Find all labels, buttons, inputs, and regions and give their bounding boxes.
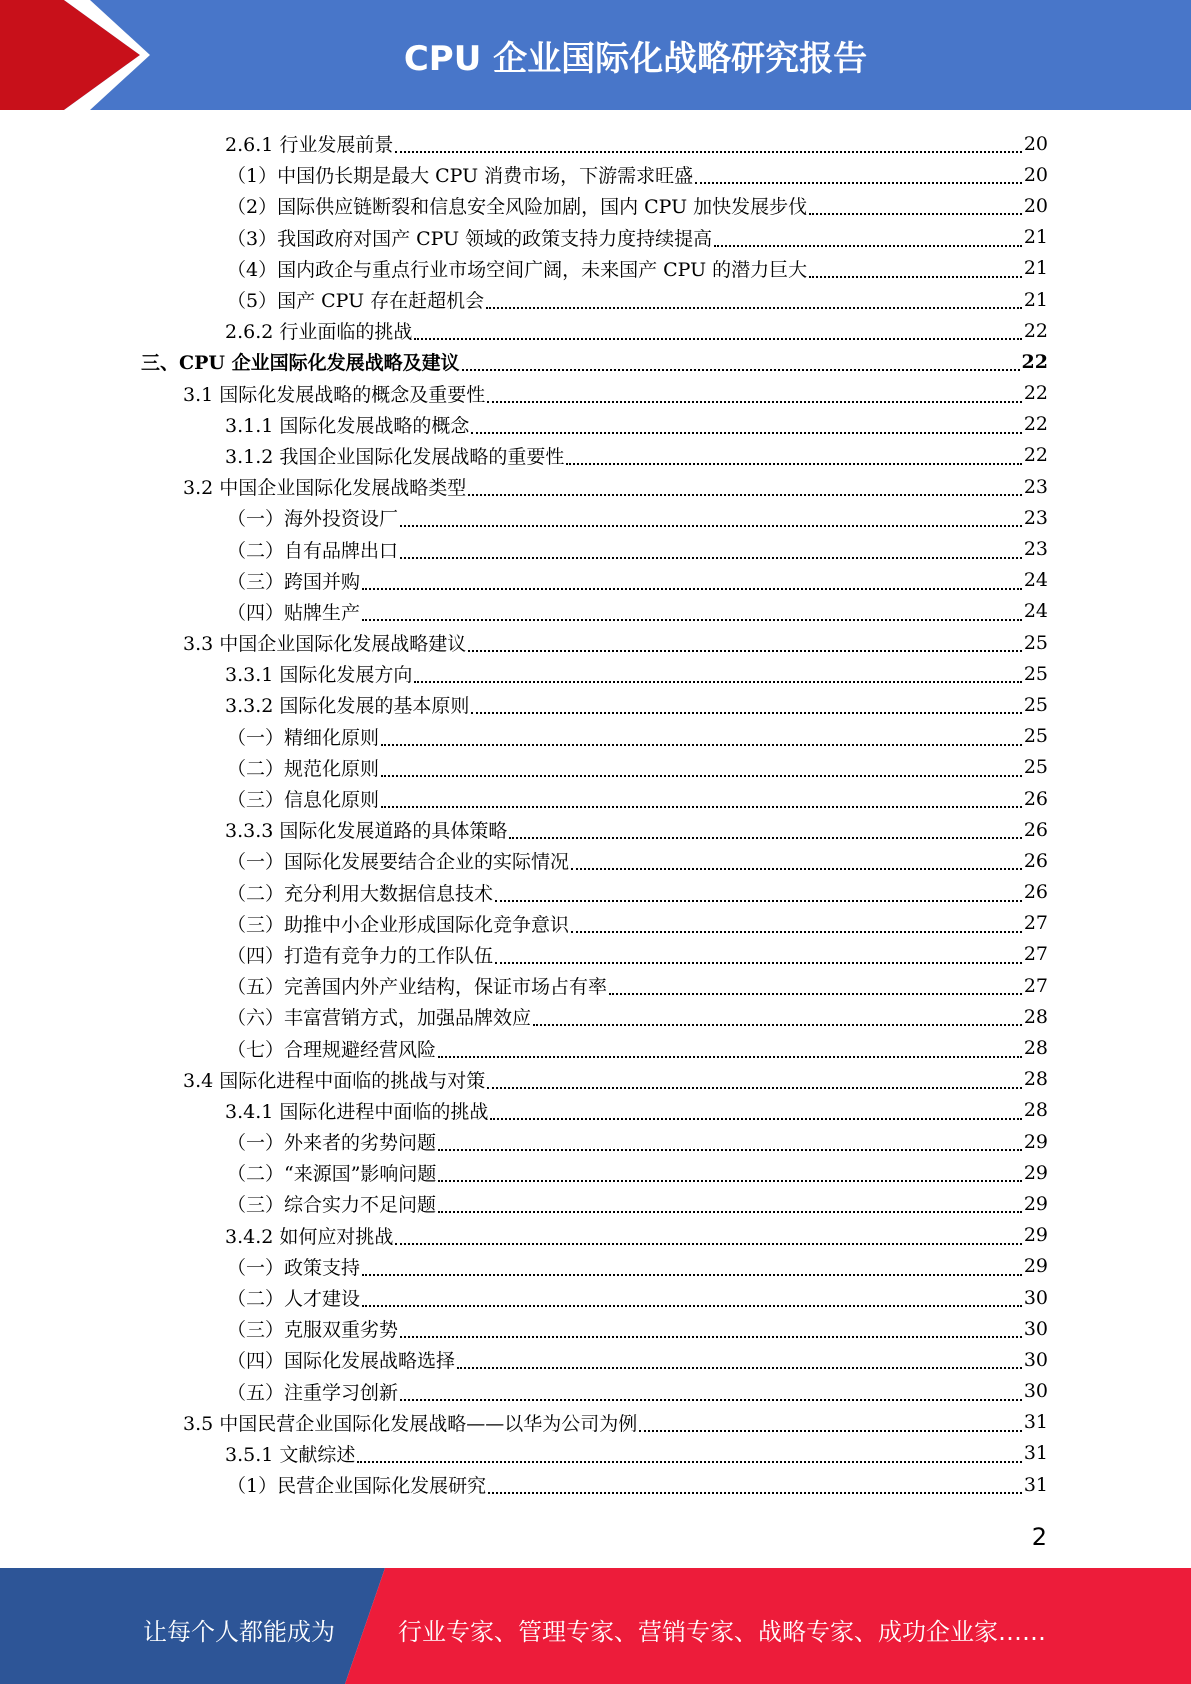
toc-entry-label: （4）国内政企与重点行业市场空间广阔，未来国产 CPU 的潜力巨大 [227, 258, 808, 281]
toc-entry-label: 2.6.1 行业发展前景 [225, 134, 394, 157]
toc-dot-leader [414, 337, 1021, 340]
toc-entry[interactable] [0, 1344, 1191, 1375]
toc-entry-label: 3.3.3 国际化发展道路的具体策略 [225, 820, 508, 843]
toc-dot-leader [362, 618, 1022, 621]
toc-dot-leader [487, 400, 1022, 403]
page-footer [0, 1568, 1191, 1684]
toc-entry-label: （四）国际化发展战略选择 [227, 1350, 456, 1373]
toc-dot-leader [639, 1429, 1022, 1432]
toc-entry[interactable] [0, 814, 1191, 845]
page-number: 2 [1031, 1523, 1047, 1551]
toc-entry-label: 3.4 国际化进程中面临的挑战与对策 [183, 1069, 486, 1092]
toc-dot-leader [571, 930, 1022, 933]
toc-dot-leader [488, 1491, 1022, 1494]
toc-entry[interactable] [0, 502, 1191, 533]
footer-slogan-left: 让每个人都能成为 [143, 1618, 335, 1646]
toc-entry-page: 31 [1023, 1473, 1048, 1496]
toc-entry[interactable] [0, 970, 1191, 1001]
toc-entry-label: （三）信息化原则 [227, 789, 380, 812]
toc-entry-page: 29 [1023, 1192, 1048, 1215]
toc-entry-page: 29 [1023, 1130, 1048, 1153]
toc-entry-label: 3.1 国际化发展战略的概念及重要性 [183, 383, 486, 406]
toc-entry[interactable] [0, 1064, 1191, 1095]
toc-entry-page: 30 [1023, 1380, 1048, 1403]
toc-entry-page: 29 [1023, 1224, 1048, 1247]
toc-entry-page: 22 [1023, 444, 1048, 467]
toc-entry-label: 3.5 中国民营企业国际化发展战略——以华为公司为例 [183, 1412, 638, 1435]
toc-dot-leader [414, 680, 1021, 683]
toc-entry[interactable] [0, 689, 1191, 720]
toc-dot-leader [381, 805, 1022, 808]
toc-entry-page: 26 [1023, 849, 1048, 872]
toc-entry[interactable] [0, 1376, 1191, 1407]
toc-entry[interactable] [0, 721, 1191, 752]
toc-dot-leader [809, 212, 1022, 215]
toc-entry-label: （一）国际化发展要结合企业的实际情况 [227, 851, 570, 874]
toc-entry[interactable] [0, 315, 1191, 346]
toc-entry-page: 28 [1023, 1037, 1048, 1060]
toc-entry[interactable] [0, 128, 1191, 159]
toc-entry-label: （3）我国政府对国产 CPU 领域的政策支持力度持续提高 [227, 227, 713, 250]
toc-entry[interactable] [0, 378, 1191, 409]
toc-dot-leader [395, 150, 1021, 153]
toc-dot-leader [400, 524, 1022, 527]
toc-entry-label: （二）“来源国”影响问题 [227, 1163, 437, 1186]
toc-entry-label: （三）综合实力不足问题 [227, 1194, 437, 1217]
toc-entry-page: 28 [1023, 1068, 1048, 1091]
toc-entry-label: 3.3.2 国际化发展的基本原则 [225, 695, 470, 718]
toc-entry-label: （一）政策支持 [227, 1256, 361, 1279]
toc-entry[interactable] [0, 253, 1191, 284]
toc-entry[interactable] [0, 908, 1191, 939]
toc-dot-leader [381, 743, 1022, 746]
toc-entry-page: 22 [1023, 413, 1048, 436]
toc-entry-label: 3.4.2 如何应对挑战 [225, 1225, 394, 1248]
toc-entry-page: 30 [1023, 1348, 1048, 1371]
toc-entry-label: 3.1.2 我国企业国际化发展战略的重要性 [225, 445, 565, 468]
toc-entry-label: （三）克服双重劣势 [227, 1319, 399, 1342]
toc-entry-page: 28 [1023, 1005, 1048, 1028]
toc-entry[interactable] [0, 1032, 1191, 1063]
toc-entry[interactable] [0, 1407, 1191, 1438]
toc-entry[interactable] [0, 346, 1191, 377]
toc-entry-page: 26 [1023, 787, 1048, 810]
toc-dot-leader [809, 275, 1022, 278]
toc-entry-label: （1）民营企业国际化发展研究 [227, 1475, 487, 1498]
toc-dot-leader [490, 1117, 1021, 1120]
toc-dot-leader [486, 306, 1022, 309]
toc-entry-page: 23 [1023, 538, 1048, 561]
toc-dot-leader [468, 649, 1022, 652]
toc-entry-page: 21 [1023, 226, 1048, 249]
toc-dot-leader [495, 899, 1022, 902]
toc-entry[interactable] [0, 284, 1191, 315]
toc-entry-label: 2.6.2 行业面临的挑战 [225, 321, 413, 344]
toc-entry-page: 30 [1023, 1286, 1048, 1309]
toc-entry-page: 21 [1023, 288, 1048, 311]
toc-entry[interactable] [0, 1157, 1191, 1188]
toc-entry[interactable] [0, 471, 1191, 502]
toc-entry[interactable] [0, 565, 1191, 596]
toc-entry-label: （二）规范化原则 [227, 757, 380, 780]
toc-entry-label: （一）海外投资设厂 [227, 508, 399, 531]
toc-dot-leader [471, 431, 1021, 434]
toc-entry-label: （一）外来者的劣势问题 [227, 1132, 437, 1155]
toc-entry-page: 25 [1023, 662, 1048, 685]
toc-entry-page: 24 [1023, 600, 1048, 623]
toc-entry-page: 30 [1023, 1317, 1048, 1340]
toc-dot-leader [438, 1210, 1022, 1213]
toc-entry-page: 22 [1021, 350, 1048, 373]
toc-entry-label: （二）自有品牌出口 [227, 539, 399, 562]
toc-entry-label: 3.5.1 文献综述 [225, 1443, 356, 1466]
toc-entry[interactable] [0, 783, 1191, 814]
toc-entry-page: 24 [1023, 569, 1048, 592]
toc-entry[interactable] [0, 1282, 1191, 1313]
toc-entry-label: （三）跨国并购 [227, 570, 361, 593]
toc-dot-leader [714, 244, 1022, 247]
toc-entry[interactable] [0, 440, 1191, 471]
toc-entry-label: （二）充分利用大数据信息技术 [227, 882, 494, 905]
toc-entry[interactable] [0, 596, 1191, 627]
toc-entry-page: 25 [1023, 756, 1048, 779]
page-header [0, 0, 1191, 110]
document-title: CPU 企业国际化战略研究报告 [403, 39, 868, 79]
toc-dot-leader [462, 368, 1020, 371]
toc-entry[interactable] [0, 1095, 1191, 1126]
toc-dot-leader [468, 493, 1022, 496]
toc-entry-page: 22 [1023, 382, 1048, 405]
toc-entry[interactable] [0, 1220, 1191, 1251]
toc-entry-page: 29 [1023, 1161, 1048, 1184]
toc-entry-page: 25 [1023, 631, 1048, 654]
toc-entry-page: 20 [1023, 163, 1048, 186]
toc-entry-page: 22 [1023, 319, 1048, 342]
toc-entry[interactable] [0, 877, 1191, 908]
toc-entry[interactable] [0, 939, 1191, 970]
toc-dot-leader [487, 1086, 1022, 1089]
toc-entry-page: 25 [1023, 693, 1048, 716]
toc-entry-page: 20 [1023, 132, 1048, 155]
toc-entry[interactable] [0, 222, 1191, 253]
toc-entry-page: 23 [1023, 506, 1048, 529]
toc-entry-label: （三）助推中小企业形成国际化竞争意识 [227, 913, 570, 936]
toc-entry-page: 31 [1023, 1442, 1048, 1465]
toc-dot-leader [395, 1242, 1021, 1245]
toc-dot-leader [495, 961, 1022, 964]
toc-entry-label: （四）打造有竞争力的工作队伍 [227, 944, 494, 967]
toc-dot-leader [381, 774, 1022, 777]
toc-entry-label: （五）注重学习创新 [227, 1381, 399, 1404]
toc-entry-label: （1）中国仍长期是最大 CPU 消费市场，下游需求旺盛 [227, 165, 694, 188]
toc-dot-leader [400, 1335, 1022, 1338]
toc-entry-label: （六）丰富营销方式，加强品牌效应 [227, 1007, 532, 1030]
toc-entry-label: 3.3 中国企业国际化发展战略建议 [183, 633, 467, 656]
toc-entry-label: （七）合理规避经营风险 [227, 1038, 437, 1061]
toc-entry-label: （四）贴牌生产 [227, 601, 361, 624]
toc-entry-page: 25 [1023, 725, 1048, 748]
toc-dot-leader [438, 1055, 1022, 1058]
toc-dot-leader [400, 1398, 1022, 1401]
toc-entry-page: 20 [1023, 194, 1048, 217]
toc-entry-label: 三、CPU 企业国际化发展战略及建议 [141, 352, 460, 375]
toc-dot-leader [571, 867, 1022, 870]
toc-dot-leader [609, 992, 1022, 995]
toc-entry-page: 26 [1023, 881, 1048, 904]
toc-entry-page: 29 [1023, 1255, 1048, 1278]
toc-entry-page: 21 [1023, 257, 1048, 280]
toc-entry[interactable] [0, 1001, 1191, 1032]
toc-dot-leader [509, 836, 1021, 839]
toc-entry-page: 26 [1023, 818, 1048, 841]
toc-dot-leader [695, 181, 1022, 184]
toc-entry-page: 31 [1023, 1411, 1048, 1434]
table-of-contents [0, 128, 1191, 1500]
toc-dot-leader [362, 587, 1022, 590]
toc-entry-label: （二）人才建设 [227, 1288, 361, 1311]
toc-entry-page: 28 [1023, 1099, 1048, 1122]
toc-dot-leader [457, 1366, 1022, 1369]
toc-dot-leader [566, 462, 1021, 465]
toc-entry[interactable] [0, 533, 1191, 564]
toc-entry-label: 3.3.1 国际化发展方向 [225, 664, 413, 687]
toc-entry-label: 3.2 中国企业国际化发展战略类型 [183, 477, 467, 500]
toc-entry-page: 27 [1023, 912, 1048, 935]
toc-entry-page: 27 [1023, 943, 1048, 966]
toc-entry-label: （五）完善国内外产业结构，保证市场占有率 [227, 976, 608, 999]
toc-dot-leader [471, 711, 1021, 714]
toc-dot-leader [400, 556, 1022, 559]
toc-dot-leader [362, 1273, 1022, 1276]
toc-entry-label: 3.4.1 国际化进程中面临的挑战 [225, 1100, 489, 1123]
toc-dot-leader [357, 1460, 1021, 1463]
toc-entry[interactable] [0, 1126, 1191, 1157]
toc-entry[interactable] [0, 190, 1191, 221]
toc-entry[interactable] [0, 752, 1191, 783]
toc-entry[interactable] [0, 1188, 1191, 1219]
toc-entry[interactable] [0, 1313, 1191, 1344]
toc-entry-label: （5）国产 CPU 存在赶超机会 [227, 290, 485, 313]
toc-entry-label: 3.1.1 国际化发展战略的概念 [225, 414, 470, 437]
footer-slogan-right: 行业专家、管理专家、营销专家、战略专家、成功企业家…… [398, 1618, 1046, 1646]
toc-entry[interactable] [0, 1438, 1191, 1469]
toc-dot-leader [438, 1148, 1022, 1151]
toc-entry[interactable] [0, 1251, 1191, 1282]
toc-entry[interactable] [0, 409, 1191, 440]
toc-entry-label: （2）国际供应链断裂和信息安全风险加剧，国内 CPU 加快发展步伐 [227, 196, 808, 219]
toc-entry-label: （一）精细化原则 [227, 726, 380, 749]
toc-entry-page: 27 [1023, 974, 1048, 997]
toc-dot-leader [362, 1304, 1022, 1307]
toc-entry[interactable] [0, 845, 1191, 876]
toc-dot-leader [533, 1023, 1022, 1026]
toc-entry[interactable] [0, 159, 1191, 190]
toc-entry[interactable] [0, 658, 1191, 689]
toc-entry[interactable] [0, 627, 1191, 658]
toc-entry-page: 23 [1023, 475, 1048, 498]
toc-dot-leader [438, 1179, 1021, 1182]
toc-entry[interactable] [0, 1469, 1191, 1500]
